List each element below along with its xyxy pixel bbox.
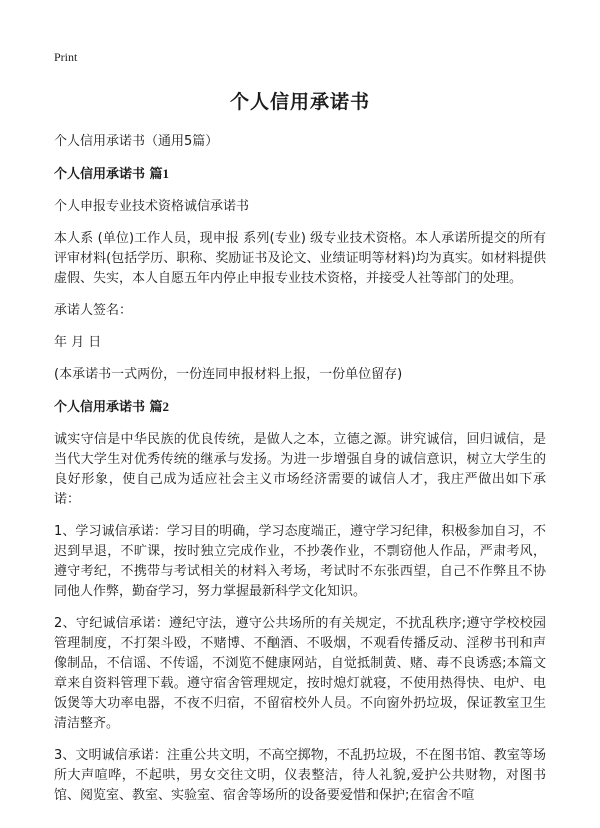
section-heading-2 [54,397,546,418]
section-heading-number: 2 [162,399,170,414]
paragraph: 2、守纪诚信承诺：遵纪守法，遵守公共场所的有关规定，不扰乱秩序;遵守学校校园管理制度，不打架斗殴，不赌博、不酗酒、不吸烟，不观看传播反动、淫秽书刊和声像制品，不信谣、不传谣，不浏览不健康网站，自觉抵制黄、赌、毒不良诱惑;本篇文章来自资料管理下载。遵守宿舍管理规定，按时熄灯就寝，不使用热得快、电炉、电饭煲等大功率电器，不夜不归宿，不留宿校外人员。不向窗外扔垃圾，保证教室卫生清洁整齐。 [54,616,546,731]
paragraph: 诚实守信是中华民族的优良传统，是做人之本，立德之源。讲究诚信，回归诚信，是当代大学生对优秀传统的继承与发扬。为进一步增强自身的诚信意识，树立大学生的良好形象，使自己成为适应社会主义市场经济需要的诚信人才，我庄严做出如下承诺： [54,432,546,507]
paragraph: 本人系 (单位)工作人员，现申报 系列(专业) 级专业技术资格。本人承诺所提交的所有评审材料(包括学历、职称、奖励证书及论文、业绩证明等材料)均为真实。如材料提供虚假、失实，本人自愿五年内停止申报专业技术资格，并接受人社等部门的处理。 [54,231,546,286]
section-heading-text: 个人信用承诺书 篇 [54,400,163,415]
print-link[interactable]: Print [54,50,78,64]
paragraph: 3、文明诚信承诺：注重公共文明，不高空掷物，不乱扔垃圾，不在图书馆、教室等场所大声喧哗，不起哄，男女交往文明，仪表整洁，待人礼貌,爱护公共财物，对图书馆、阅览室、教室、实验室、宿舍等场所的设备要爱惜和保护;在宿舍不喧 [54,748,546,803]
section-heading-1 [54,164,546,185]
date-line: 年 月 日 [54,335,102,350]
paragraph: (本承诺书一式两份，一份连同申报材料上报，一份单位留存) [54,367,403,382]
signature-line: 承诺人签名： [54,303,133,318]
paragraph: 个人申报专业技术资格诚信承诺书 [54,199,250,214]
section-heading-text: 个人信用承诺书 篇 [54,167,163,182]
paragraph: 1、学习诚信承诺：学习目的明确，学习态度端正，遵守学习纪律，积极参加自习，不迟到早退，不旷课，按时独立完成作业，不抄袭作业，不剽窃他人作品，严肃考风，遵守考纪，不携带与考试相关的材料入考场，考试时不东张西望，自己不作弊且不协同他人作弊，勤奋学习，努力掌握最新科学文化知识。 [54,524,546,599]
section-heading-number: 1 [162,166,170,181]
document-subtitle: 个人信用承诺书（通用5篇） [54,134,219,149]
page-title: 个人信用承诺书 [229,91,370,113]
